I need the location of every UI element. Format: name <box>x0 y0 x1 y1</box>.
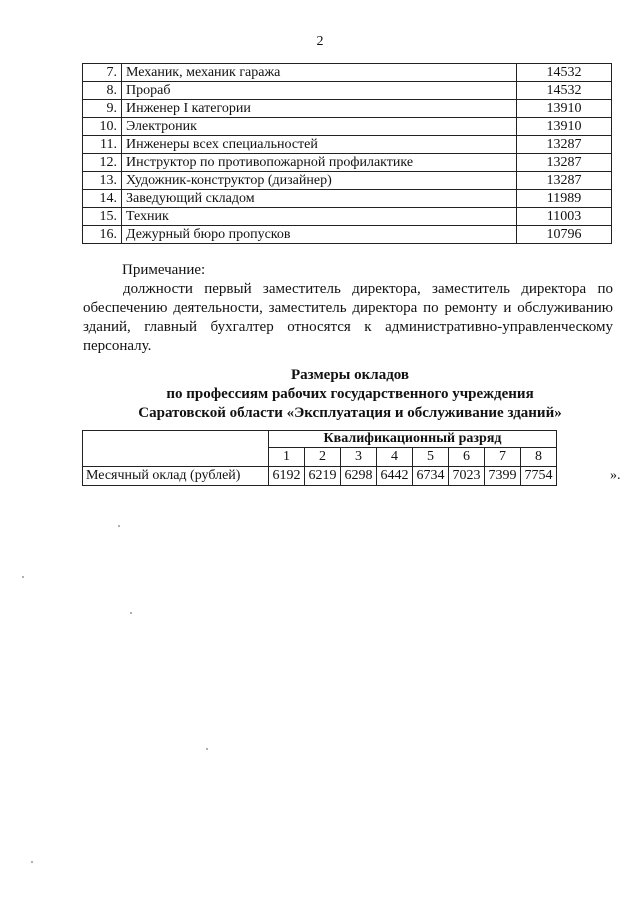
table-header-row <box>83 431 557 448</box>
wage-value: 6192 <box>269 467 305 486</box>
row-number: 9. <box>83 100 122 118</box>
row-number: 15. <box>83 208 122 226</box>
wage-value: 7754 <box>521 467 557 486</box>
table-row <box>83 467 557 486</box>
salary-value: 13287 <box>517 154 612 172</box>
wage-value: 6442 <box>377 467 413 486</box>
monthly-salary-label: Месячный оклад (рублей) <box>83 467 269 486</box>
salary-value: 13910 <box>517 100 612 118</box>
wage-value: 7399 <box>485 467 521 486</box>
salary-value: 14532 <box>517 64 612 82</box>
page-number: 2 <box>316 34 324 49</box>
position-name: Художник-конструктор (дизайнер) <box>122 172 517 190</box>
table-row <box>83 118 612 136</box>
table-row <box>83 136 612 154</box>
grade-number: 4 <box>377 448 413 467</box>
wage-value: 7023 <box>449 467 485 486</box>
grade-number: 5 <box>413 448 449 467</box>
section-title-line: Саратовской области «Эксплуатация и обслуживание зданий» <box>138 405 562 421</box>
table-row <box>83 154 612 172</box>
position-name: Заведующий складом <box>122 190 517 208</box>
grade-number: 2 <box>305 448 341 467</box>
wage-value: 6734 <box>413 467 449 486</box>
table-row <box>83 82 612 100</box>
wage-value: 6219 <box>305 467 341 486</box>
position-name: Техник <box>122 208 517 226</box>
wage-value: 6298 <box>341 467 377 486</box>
row-number: 16. <box>83 226 122 244</box>
row-number: 10. <box>83 118 122 136</box>
salary-value: 10796 <box>517 226 612 244</box>
positions-table <box>82 63 612 244</box>
position-name: Механик, механик гаража <box>122 64 517 82</box>
table-row <box>83 226 612 244</box>
position-name: Инженеры всех специальностей <box>122 136 517 154</box>
salary-value: 13910 <box>517 118 612 136</box>
grade-number: 8 <box>521 448 557 467</box>
grade-number: 6 <box>449 448 485 467</box>
grade-number: 1 <box>269 448 305 467</box>
row-number: 12. <box>83 154 122 172</box>
note-body: должности первый заместитель директора, заместитель директора по обеспечению деятельности, заместитель директора по ремонту и обслуживанию зданий, главный бухгалтер относятся к административно-управленческому персоналу. <box>83 281 613 354</box>
salary-value: 14532 <box>517 82 612 100</box>
row-number: 8. <box>83 82 122 100</box>
scan-speck <box>206 748 208 750</box>
position-name: Инструктор по противопожарной профилактике <box>122 154 517 172</box>
closing-quote-mark: ». <box>610 468 621 483</box>
grade-number: 7 <box>485 448 521 467</box>
row-number: 13. <box>83 172 122 190</box>
salary-value: 13287 <box>517 136 612 154</box>
section-title <box>0 366 640 423</box>
salary-value: 11989 <box>517 190 612 208</box>
position-name: Прораб <box>122 82 517 100</box>
empty-header-cell <box>83 431 269 467</box>
table-row <box>83 100 612 118</box>
table-row <box>83 172 612 190</box>
table-row <box>83 208 612 226</box>
salary-value: 13287 <box>517 172 612 190</box>
section-title-line: Размеры окладов <box>290 367 410 383</box>
wages-table <box>82 430 557 486</box>
row-number: 7. <box>83 64 122 82</box>
scan-speck <box>22 576 24 578</box>
row-number: 11. <box>83 136 122 154</box>
note-title: Примечание: <box>122 262 206 278</box>
grade-number: 3 <box>341 448 377 467</box>
position-name: Дежурный бюро пропусков <box>122 226 517 244</box>
position-name: Электроник <box>122 118 517 136</box>
scan-speck <box>31 861 33 863</box>
position-name: Инженер I категории <box>122 100 517 118</box>
table-row <box>83 64 612 82</box>
scan-speck <box>130 612 132 614</box>
qualification-grade-header: Квалификационный разряд <box>269 431 557 448</box>
scan-speck <box>118 525 120 527</box>
salary-value: 11003 <box>517 208 612 226</box>
row-number: 14. <box>83 190 122 208</box>
table-row <box>83 190 612 208</box>
section-title-line: по профессиям рабочих государственного учреждения <box>166 386 534 402</box>
